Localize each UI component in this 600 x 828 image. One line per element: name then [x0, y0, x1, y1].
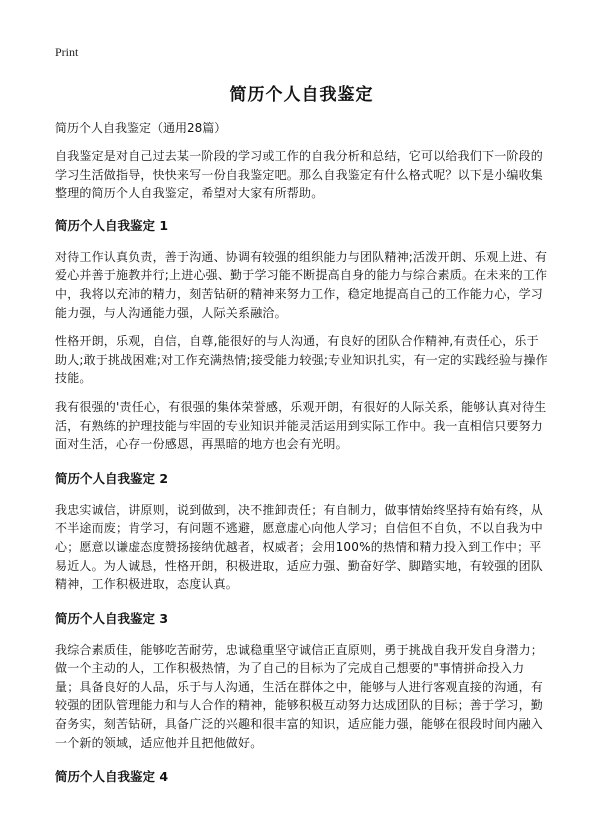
- section-heading: 简历个人自我鉴定 1: [55, 217, 169, 233]
- section-paragraph: 性格开朗，乐观，自信，自尊,能很好的与人沟通，有良好的团队合作精神,有责任心，乐于助人;敢于挑战困难;对工作充满热情;接受能力较强;专业知识扎实，有一定的实践经验与操作技能。: [55, 334, 548, 386]
- document-subtitle: 简历个人自我鉴定（通用28篇）: [55, 121, 227, 135]
- section-heading: 简历个人自我鉴定 4: [55, 769, 169, 785]
- section-paragraph: 我综合素质佳，能够吃苦耐劳，忠诚稳重坚守诚信正直原则，勇于挑战自我开发自身潜力；做一个主动的人，工作积极热情，为了自己的目标为了完成自己想要的"事情拼命投入力量；具备良好的人品，乐于与人沟通，生活在群体之中，能够与人进行客观直接的沟通，有较强的团队管理能力和与人合作的精神，能够积极互动努力达成团队的目标；善于学习，勤奋务实，刻苦钻研，具备广泛的兴趣和很丰富的知识，适应能力强，能够在很段时间内融入一个新的领域，适应他并且把他做好。: [55, 642, 544, 750]
- section-1: [55, 217, 548, 454]
- print-link[interactable]: Print: [55, 45, 79, 59]
- section-paragraph: 我有很强的'责任心，有很强的集体荣誉感，乐观开朗，有很好的人际关系，能够认真对待生活，有熟练的护理技能与牢固的专业知识并能灵活运用到实际工作中。我一直相信只要努力面对生活，心存一份感恩，再黑暗的地方也会有光明。: [55, 399, 547, 452]
- section-2: [55, 470, 548, 594]
- page-title: 简历个人自我鉴定: [229, 85, 374, 105]
- section-paragraph: 我忠实诚信，讲原则，说到做到，决不推卸责任；有自制力，做事情始终坚持有始有终，从不半途而废；肯学习，有问题不逃避，愿意虚心向他人学习；自信但不自负，不以自我为中心；愿意以谦虚态度赞扬接纳优越者，权威者；会用100%的热情和精力投入到工作中；平易近人。为人诚恳，性格开朗，积极进取，适应力强、勤奋好学、脚踏实地，有较强的团队精神，工作积极进取，态度认真。: [55, 502, 544, 592]
- section-4: [55, 768, 548, 785]
- intro-paragraph: 自我鉴定是对自己过去某一阶段的学习或工作的自我分析和总结，它可以给我们下一阶段的学习生活做指导，快快来写一份自我鉴定吧。那么自我鉴定有什么格式呢？以下是小编收集整理的简历个人自我鉴定，希望对大家有所帮助。: [55, 149, 544, 201]
- section-3: [55, 610, 548, 753]
- section-paragraph: 对待工作认真负责，善于沟通、协调有较强的组织能力与团队精神;活泼开朗、乐观上进、有爱心并善于施教并行;上进心强、勤于学习能不断提高自身的能力与综合素质。在未来的工作中，我将以充沛的精力，刻苦钻研的精神来努力工作，稳定地提高自己的工作能力心，学习能力强，与人沟通能力强，人际关系融洽。: [55, 249, 548, 320]
- section-heading: 简历个人自我鉴定 3: [55, 610, 169, 626]
- section-heading: 简历个人自我鉴定 2: [55, 470, 169, 486]
